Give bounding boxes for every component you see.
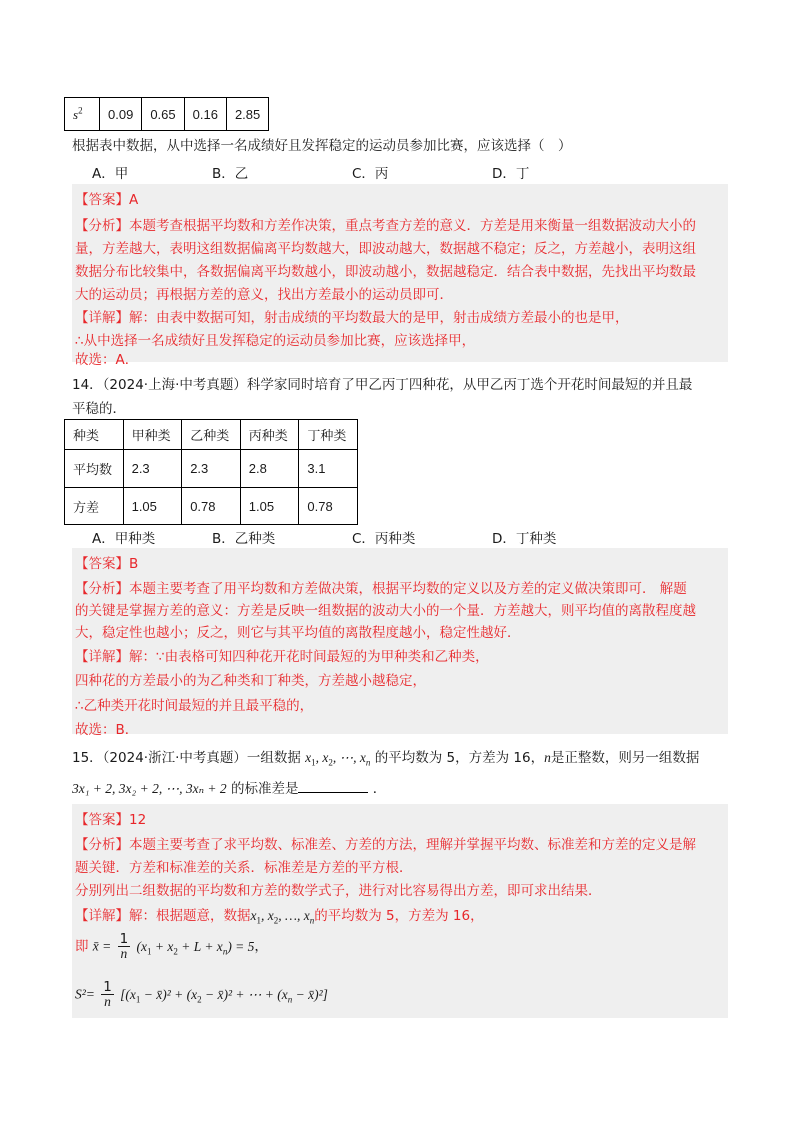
q14-question-cont: 平稳的．	[72, 401, 126, 417]
table-cell: 方差	[65, 488, 124, 525]
q13-question: 根据表中数据，从中选择一名成绩好且发挥稳定的运动员参加比赛，应该选择（ ）	[72, 138, 572, 154]
table-cell: 0.78	[182, 488, 241, 525]
q15-mid2: 是正整数，则另一组数据	[550, 750, 700, 766]
q15-analysis-line: 题关键．方差和标准差的关系．标准差是方差的平方根．	[75, 860, 413, 876]
table-cell: 0.16	[184, 98, 226, 131]
q13-analysis-line: 【分析】本题考查根据平均数和方差作决策，重点考查方差的意义．方差是用来衡量一组数据波动大小的	[75, 218, 696, 234]
table-cell: 2.3	[123, 450, 182, 488]
q15-answer: 【答案】12	[75, 812, 147, 828]
q13-detail-line: ∴从中选择一名成绩好且发挥稳定的运动员参加比赛，应该选择甲，	[75, 333, 476, 349]
q14-answer: 【答案】B	[75, 556, 139, 572]
table-cell: 1.05	[240, 488, 299, 525]
answer-blank[interactable]	[298, 780, 368, 793]
q13-option-c: C．丙	[352, 166, 389, 182]
q15-solution-box	[72, 804, 728, 1018]
q14-detail-line: 四种花的方差最小的为乙种类和丁种类，方差越小越稳定，	[75, 673, 426, 689]
table-header-cell: 甲种类	[123, 420, 182, 450]
table-cell: 0.65	[142, 98, 184, 131]
table-cell: 2.8	[240, 450, 299, 488]
flower-table	[64, 419, 358, 525]
q13-analysis-line: 大的运动员；再根据方差的意义，找出方差最小的运动员即可．	[75, 287, 453, 303]
table-header-cell: 种类	[65, 420, 124, 450]
table-cell: 1.05	[123, 488, 182, 525]
table-cell: 3.1	[299, 450, 358, 488]
q14-detail-line: 【详解】解：∵由表格可知四种花开花时间最短的为甲种类和乙种类，	[75, 649, 489, 665]
q13-analysis-line: 数据分布比较集中，各数据偏离平均数越小，即波动越小，数据越稳定．结合表中数据，先找出平均数最	[75, 264, 696, 280]
table-cell: 平均数	[65, 450, 124, 488]
q15-analysis-line: 分别列出二组数据的平均数和方差的数学式子，进行对比容易得出方差，即可求出结果．	[75, 883, 602, 899]
q15-question	[72, 746, 699, 768]
q13-answer: 【答案】A	[75, 192, 139, 208]
q15-question-cont	[72, 777, 386, 797]
table-header-cell: 乙种类	[182, 420, 241, 450]
table-header-cell: 丁种类	[299, 420, 358, 450]
table-cell: 0.78	[299, 488, 358, 525]
q15-dataset: $x_1$, $x_2$, ⋯, $x_n$	[305, 750, 371, 768]
q15-mid1: 的平均数为 5，方差为 16，	[374, 750, 545, 766]
q15-expression: 3x₁ + 2, 3x₂ + 2, ⋯, 3xₙ + 2	[72, 781, 227, 796]
q15-suffix: 的标准差是	[230, 781, 299, 797]
q15-detail-line: 【详解】解：根据题意，数据$x_1$, $x_2$, …, $x_n$的平均数为 5，方差为 16，	[75, 908, 484, 926]
variance-table	[64, 97, 269, 131]
q14-option-d: D．丁种类	[492, 531, 557, 547]
q13-detail-line: 故选：A．	[75, 352, 139, 368]
q15-n: n	[544, 750, 551, 765]
table-header-cell: 丙种类	[240, 420, 299, 450]
table-row	[65, 488, 358, 525]
variance-formula: S²= $\frac{1}{n}$ [($x_1$ − x̄)² + ($x_2$ − x̄)² + ⋯ + ($x_n$ − x̄)²]	[75, 979, 328, 1009]
table-row	[65, 450, 358, 488]
q14-option-c: C．丙种类	[352, 531, 416, 547]
table-cell: 2.3	[182, 450, 241, 488]
q14-option-a: A．甲种类	[92, 531, 156, 547]
table-cell: 0.09	[100, 98, 142, 131]
q14-analysis-line: 大，稳定性也越小；反之，则它与其平均值的离散程度越小，稳定性越好．	[75, 625, 521, 641]
q13-detail-line: 【详解】解：由表中数据可知，射击成绩的平均数最大的是甲，射击成绩方差最小的也是甲，	[75, 310, 629, 326]
q14-solution-box	[72, 548, 728, 738]
q13-option-a: A．甲	[92, 166, 129, 182]
q14-option-b: B．乙种类	[212, 531, 276, 547]
q14-detail-line: 故选：B．	[75, 722, 139, 738]
q14-analysis-line: 【分析】本题主要考查了用平均数和方差做决策，根据平均数的定义以及方差的定义做决策即可． 解题	[75, 581, 687, 597]
q15-end: ．	[372, 781, 387, 797]
table-header-cell: $s^2$	[65, 98, 100, 131]
q13-analysis-line: 量，方差越大，表明这组数据偏离平均数越大，即波动越大，数据越不稳定；反之，方差越小，表明这组	[75, 241, 696, 257]
q13-option-b: B．乙	[212, 166, 249, 182]
q13-option-d: D．丁	[492, 166, 530, 182]
q14-analysis-line: 的关键是掌握方差的意义：方差是反映一组数据的波动大小的一个量．方差越大，则平均值的离散程度越	[75, 603, 696, 619]
q14-question: 14．（2024·上海·中考真题）科学家同时培育了甲乙丙丁四种花，从甲乙丙丁选个开花时间最短的并且最	[72, 377, 693, 393]
q15-prefix: 15．（2024·浙江·中考真题）一组数据	[72, 750, 301, 766]
q13-solution-box	[72, 184, 728, 368]
mean-formula: 即 x̄ = $\frac{1}{n}$ $(x_1 + x_2 + L + x_n) = 5$，	[75, 931, 268, 961]
q15-analysis-line: 【分析】本题主要考查了求平均数、标准差、方差的方法，理解并掌握平均数、标准差和方差的定义是解	[75, 837, 696, 853]
table-cell: 2.85	[226, 98, 268, 131]
q14-detail-line: ∴乙种类开花时间最短的并且最平稳的，	[75, 698, 314, 714]
